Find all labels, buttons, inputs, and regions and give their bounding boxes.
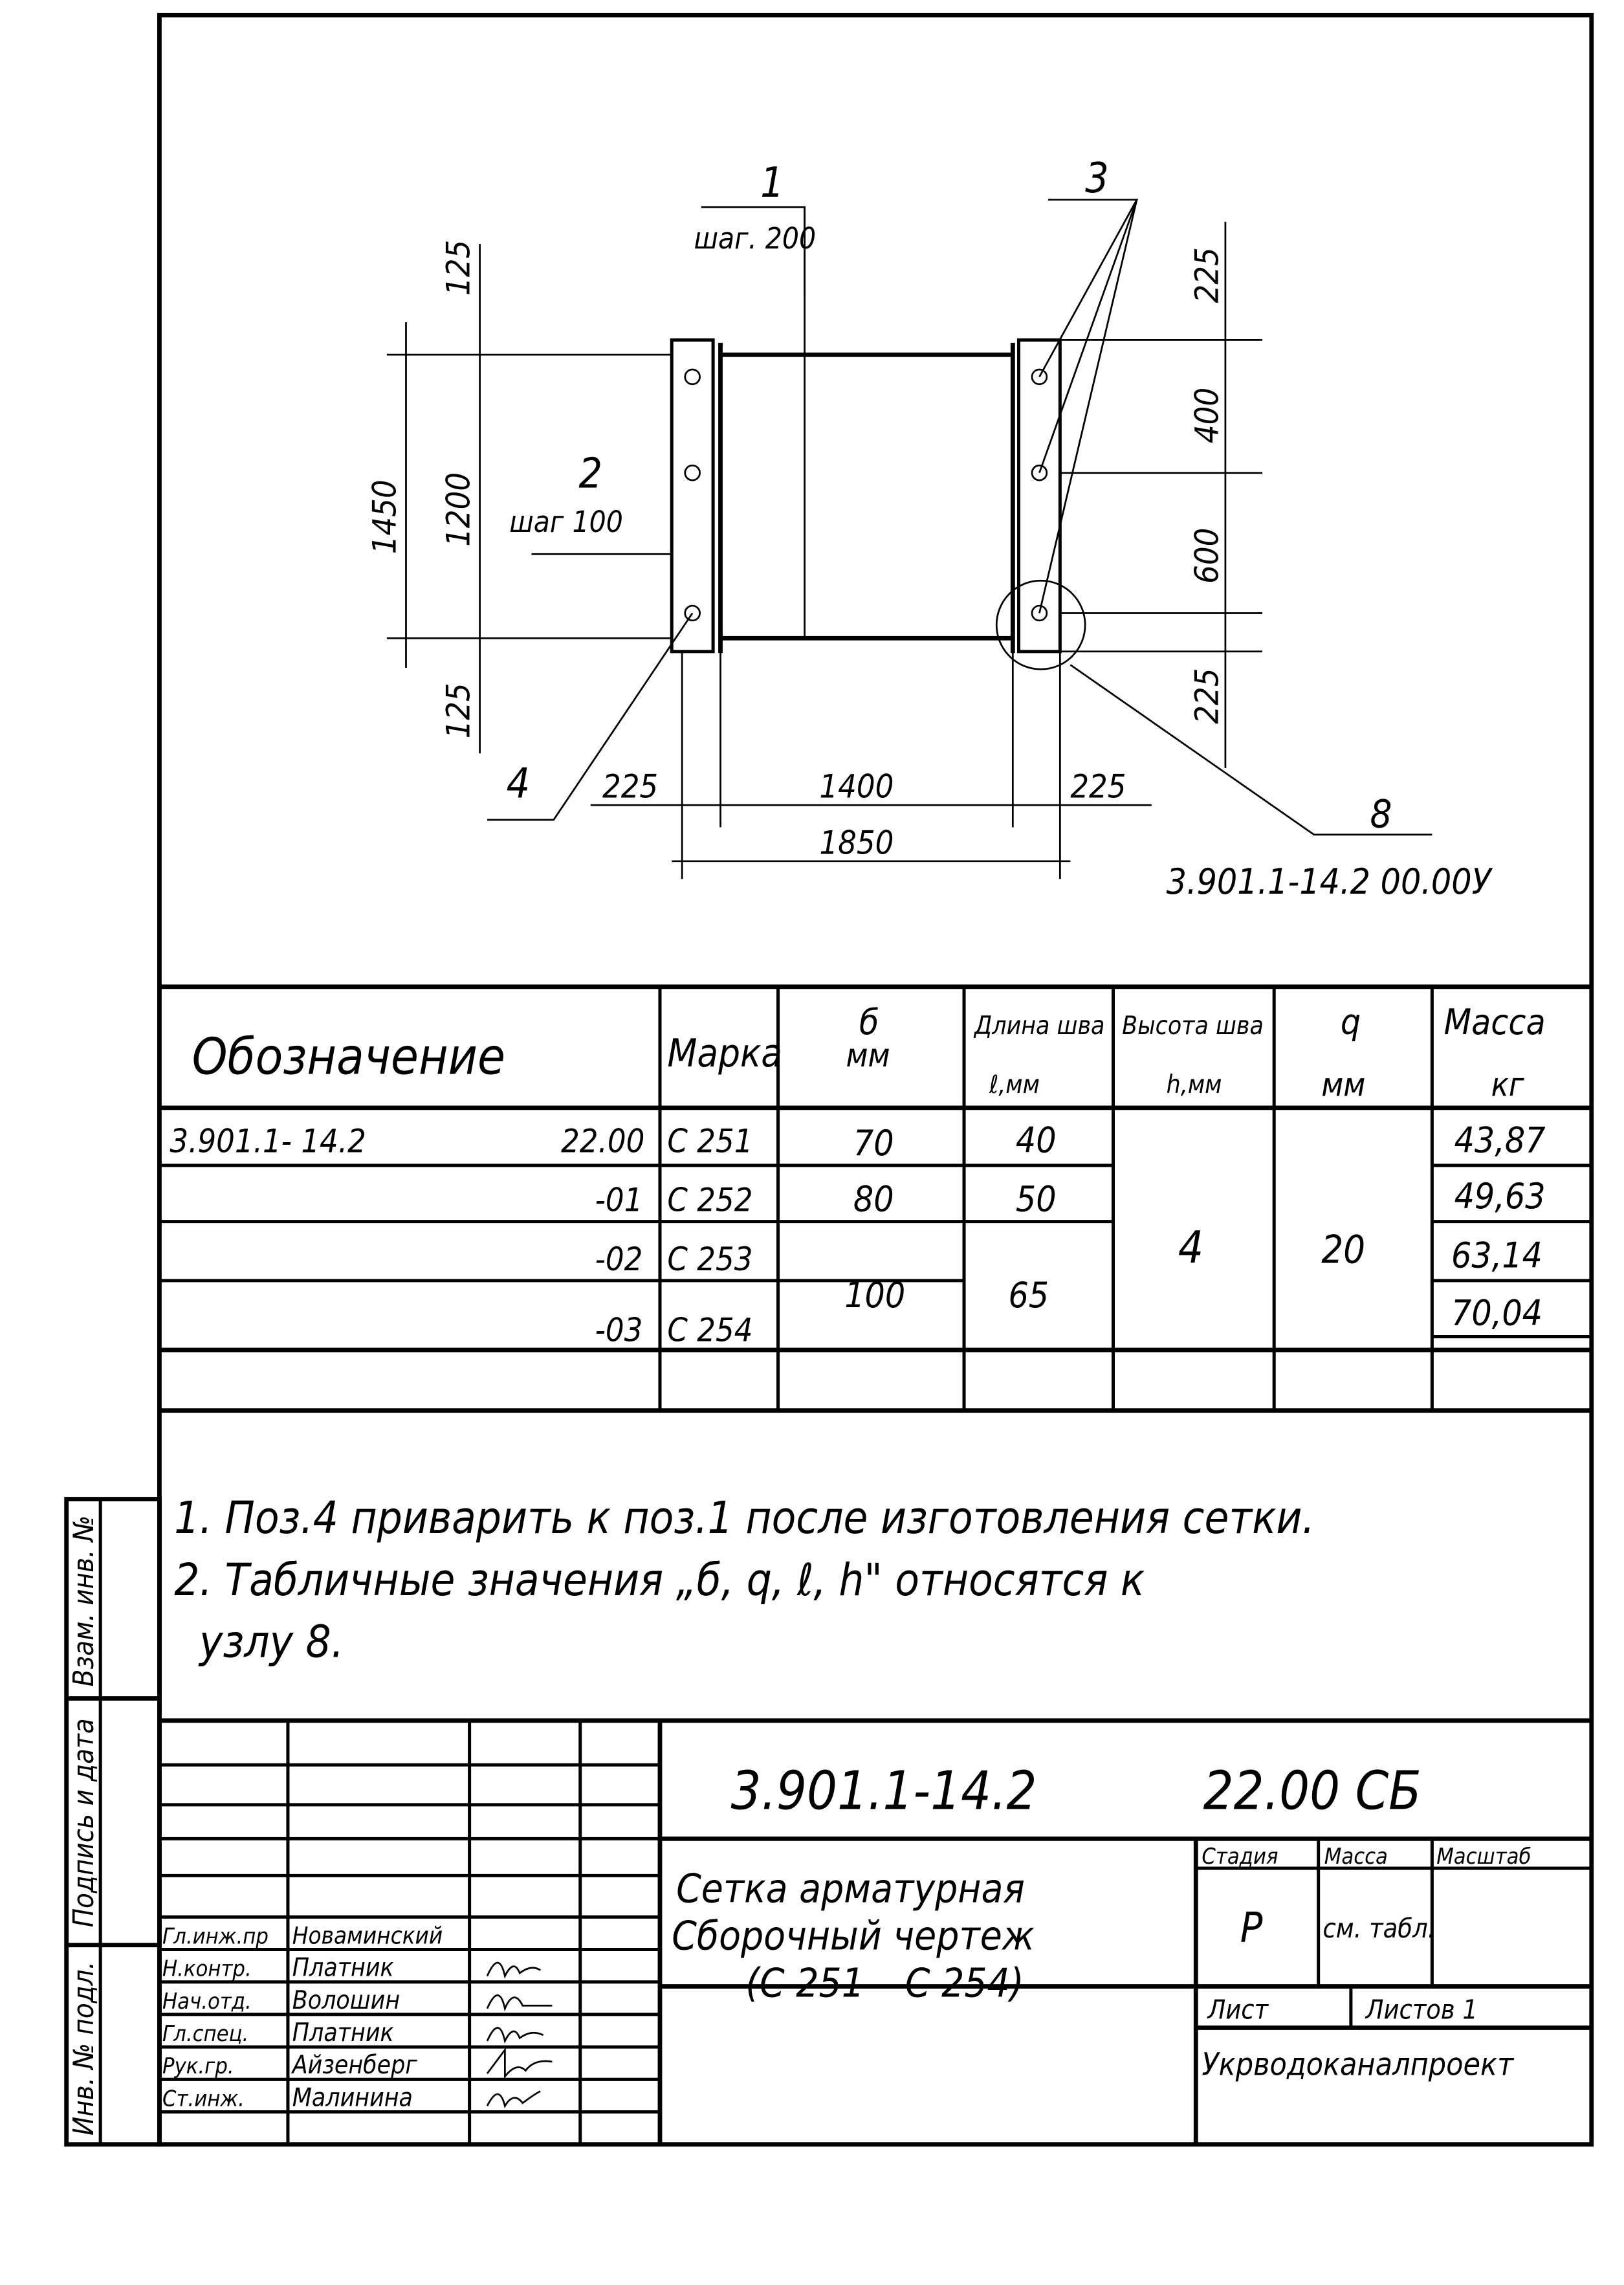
dim-600: 600 [1187, 527, 1226, 584]
dim-225-left: 225 [602, 767, 659, 806]
title-block [159, 1721, 1591, 2145]
mass-label: Масса [1324, 1844, 1388, 1870]
svg-text:50: 50 [1015, 1178, 1057, 1220]
svg-text:Платник: Платник [292, 2018, 394, 2048]
weld-height-value: 4 [1178, 1222, 1204, 1274]
svg-text:Гл.инж.пр: Гл.инж.пр [162, 1923, 269, 1950]
header-weld-height: Высота шва [1122, 1011, 1264, 1041]
header-b: б [859, 1000, 879, 1043]
mesh-drawing [366, 155, 1493, 902]
svg-text:-03: -03 [595, 1310, 643, 1349]
svg-text:-01: -01 [595, 1180, 643, 1219]
svg-text:3.901.1- 14.2: 3.901.1- 14.2 [170, 1121, 366, 1160]
right-plate [1018, 340, 1060, 651]
dim-1450: 1450 [365, 480, 404, 555]
table-row [595, 1175, 1546, 1220]
stage-label: Стадия [1202, 1844, 1278, 1870]
svg-text:С 253: С 253 [667, 1239, 753, 1278]
pos-1-label: 1 [760, 159, 784, 207]
dim-400: 400 [1187, 387, 1226, 444]
header-q: q [1340, 1000, 1361, 1043]
table-row [595, 1234, 1542, 1316]
dim-225-right: 225 [1070, 767, 1126, 806]
svg-text:С 251: С 251 [667, 1121, 753, 1160]
title-line-3: (С 251 – С 254) [745, 1959, 1024, 2007]
dim-125-bottom: 125 [439, 683, 477, 739]
svg-text:Айзенберг: Айзенберг [292, 2051, 417, 2081]
svg-text:40: 40 [1015, 1119, 1057, 1161]
title-line-2: Сборочный чертеж [672, 1912, 1035, 1959]
svg-text:Нач.отд.: Нач.отд. [162, 1988, 252, 2015]
header-q-unit: мм [1321, 1065, 1366, 1104]
svg-text:Волошин: Волошин [292, 1985, 401, 2015]
svg-text:70: 70 [853, 1121, 894, 1164]
title-line-1: Сетка арматурная [676, 1865, 1025, 1912]
header-b-unit: мм [846, 1035, 890, 1074]
svg-text:70,04: 70,04 [1451, 1292, 1542, 1334]
svg-text:49,63: 49,63 [1454, 1175, 1546, 1217]
svg-text:80: 80 [853, 1178, 894, 1220]
header-mass-unit: кг [1491, 1065, 1524, 1104]
pos-4-label: 4 [506, 760, 531, 808]
svg-text:-02: -02 [595, 1239, 643, 1278]
pos-2-label: 2 [578, 450, 603, 498]
inv-orig-label: Инв. № подл. [67, 1961, 100, 2136]
mass-value: см. табл. [1322, 1913, 1436, 1945]
spec-table [159, 987, 1591, 1411]
note-2: 2. Табличные значения „б, q, ℓ, h" относятся к [174, 1554, 1145, 1606]
header-weld-length: Длина шва [974, 1011, 1105, 1041]
svg-text:С 254: С 254 [667, 1310, 753, 1349]
note-2-cont: узлу 8. [199, 1616, 344, 1668]
scale-label: Масштаб [1436, 1844, 1531, 1870]
hole-icons [685, 370, 1047, 621]
sheet-label: Лист [1207, 1994, 1269, 2026]
header-designation: Обозначение [192, 1028, 505, 1087]
left-plate [672, 340, 713, 651]
pos-1-step: шаг. 200 [694, 221, 817, 256]
stage-value: Р [1240, 1904, 1263, 1953]
dim-1400: 1400 [819, 767, 894, 806]
organization: Укрводоканалпроект [1202, 2047, 1514, 2083]
q-value: 20 [1321, 1227, 1366, 1272]
svg-text:65: 65 [1008, 1274, 1049, 1316]
node-8-circle [996, 580, 1085, 669]
table-row [170, 1119, 1545, 1164]
svg-text:Н.контр.: Н.контр. [162, 1956, 252, 1982]
side-stamp [67, 1499, 160, 2145]
sign-date-label: Подпись и дата [67, 1718, 100, 1928]
header-weld-length-unit: ℓ,мм [989, 1070, 1040, 1100]
svg-text:С 252: С 252 [667, 1180, 753, 1219]
svg-text:Рук.гр.: Рук.гр. [162, 2053, 234, 2080]
pos-2-step: шаг 100 [509, 504, 623, 539]
note-1: 1. Поз.4 приварить к поз.1 после изготовления сетки. [174, 1492, 1315, 1545]
svg-text:Ст.инж.: Ст.инж. [162, 2086, 245, 2112]
signature-icons [487, 1963, 552, 2106]
dim-1200: 1200 [439, 472, 477, 547]
dim-1850: 1850 [819, 823, 894, 862]
svg-text:100: 100 [844, 1274, 906, 1316]
table-row [595, 1292, 1542, 1349]
sheets-label: Листов 1 [1365, 1994, 1478, 2026]
header-mark: Марка [667, 1030, 782, 1076]
doc-code: 3.901.1-14.2 [730, 1760, 1037, 1822]
svg-text:22.00: 22.00 [561, 1121, 645, 1160]
dim-125-top: 125 [439, 239, 477, 296]
svg-text:43,87: 43,87 [1454, 1119, 1546, 1161]
doc-suffix: 22.00 СБ [1203, 1760, 1421, 1822]
svg-text:63,14: 63,14 [1451, 1234, 1542, 1276]
replace-inv-label: Взам. инв. № [67, 1515, 100, 1687]
svg-text:Малинина: Малинина [292, 2083, 413, 2113]
dim-225-top: 225 [1187, 247, 1226, 304]
dim-225-bottom: 225 [1187, 668, 1226, 724]
header-mass: Масса [1443, 1000, 1546, 1043]
node-8-ref: 3.901.1-14.2 00.00У [1166, 861, 1491, 903]
svg-text:Платник: Платник [292, 1953, 394, 1983]
header-weld-height-unit: h,мм [1166, 1070, 1222, 1100]
pos-3-label: 3 [1085, 155, 1109, 203]
node-8-label: 8 [1370, 791, 1392, 837]
svg-text:Гл.спец.: Гл.спец. [162, 2020, 249, 2047]
notes [174, 1492, 1315, 1668]
svg-text:Новаминский: Новаминский [292, 1921, 443, 1950]
